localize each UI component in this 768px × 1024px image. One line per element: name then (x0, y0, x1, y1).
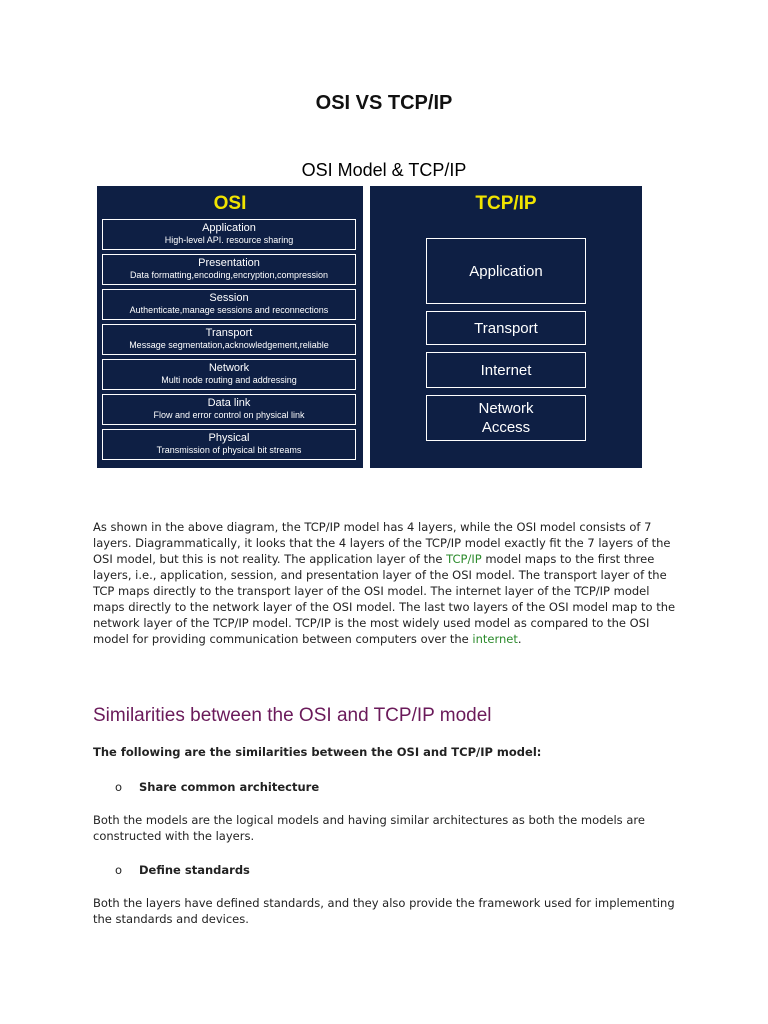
osi-layer-name: Transport (205, 327, 253, 339)
osi-layer-desc: Flow and error control on physical link (153, 410, 305, 420)
tcpip-layer-transport: Transport (426, 311, 586, 345)
tcpip-layer-application: Application (426, 238, 586, 304)
tcpip-layer-network-access: Network Access (426, 395, 586, 441)
tcpip-heading: TCP/IP (475, 193, 537, 214)
similarity-paragraph: Both the models are the logical models and having similar architectures as both the models are constructed with the layers. (93, 813, 645, 843)
osi-layer-session (102, 289, 356, 320)
osi-layer-name: Presentation (198, 257, 260, 269)
osi-layer-desc: Data formatting,encoding,encryption,compression (129, 270, 329, 280)
osi-layer-physical (102, 429, 356, 460)
osi-layer-transport (102, 324, 356, 355)
osi-layer-desc: Message segmentation,acknowledgement,reliable (129, 340, 329, 350)
osi-layer-presentation (102, 254, 356, 285)
osi-layer-name: Network (208, 362, 250, 374)
figure-title: OSI Model & TCP/IP (301, 160, 467, 180)
osi-layer-name: Physical (208, 432, 250, 444)
osi-layer-application (102, 219, 356, 250)
bullet-marker: o (115, 863, 123, 877)
intro-text: model maps to the first three layers, i.e., application, session, and presentation layer of the OSI model. The transport layer of the TCP maps directly to the transport layer of the OSI model. The internet layer of the TCP/IP model maps directly to the network layer of the OSI model. The last two layers of the OSI model map to the network layer of the TCP/IP model. TCP/IP is the most widely used model as compared to the OSI model for providing communication between computers over the (93, 552, 676, 646)
osi-layer-network (102, 359, 356, 390)
similarities-lead: The following are the similarities between the OSI and TCP/IP model: (93, 745, 542, 759)
osi-layer-desc: Transmission of physical bit streams (156, 445, 302, 455)
bullet-define-standards (115, 863, 250, 877)
tcpip-layer-internet: Internet (426, 352, 586, 388)
osi-heading: OSI (213, 193, 247, 214)
page-title: OSI VS TCP/IP (315, 92, 453, 114)
bullet-title: Share common architecture (139, 780, 320, 794)
intro-paragraph (93, 519, 683, 647)
tcpip-panel (370, 186, 642, 468)
osi-layer-desc: Authenticate,manage sessions and reconnections (129, 305, 329, 315)
internet-link[interactable]: internet (472, 632, 518, 646)
bullet-marker: o (115, 780, 123, 794)
tcpip-link[interactable]: TCP/IP (446, 552, 482, 566)
similarities-heading: Similarities between the OSI and TCP/IP model (93, 705, 492, 726)
similarity-paragraph: Both the layers have defined standards, and they also provide the framework used for implementing the standards and devices. (93, 896, 675, 926)
osi-layer-desc: Multi node routing and addressing (161, 375, 297, 385)
osi-layer-name: Session (209, 292, 249, 304)
osi-layer-name: Data link (207, 397, 251, 409)
osi-layer-name: Application (202, 222, 256, 234)
osi-panel (97, 186, 363, 468)
intro-text: As shown in the above diagram, the TCP/IP model has 4 layers, while the OSI model consists of 7 layers. Diagrammatically, it looks that the 4 layers of the TCP/IP model exactly fit the 7 layers of the OSI model, but this is not reality. The application layer of the (93, 520, 671, 566)
bullet-share-architecture (115, 780, 319, 794)
bullet-title: Define standards (139, 863, 250, 877)
osi-layer-data-link (102, 394, 356, 425)
intro-text: . (517, 632, 522, 646)
osi-layer-desc: High-level API. resource sharing (164, 235, 294, 245)
